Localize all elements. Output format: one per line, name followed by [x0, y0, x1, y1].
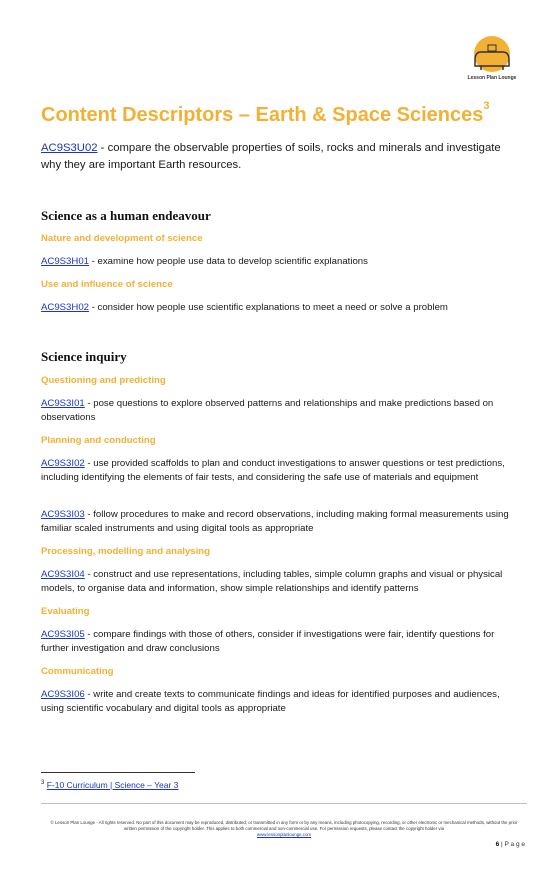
subheading-nature-development: Nature and development of science — [41, 233, 203, 244]
descriptor-code-link[interactable]: AC9S3I01 — [41, 398, 85, 409]
descriptor-item: AC9S3H02 - consider how people use scientific explanations to meet a need or solve a problem — [41, 302, 448, 313]
descriptor-code-link[interactable]: AC9S3I06 — [41, 689, 85, 700]
page-number: 6 | P a g e — [495, 841, 525, 848]
subheading-communicating: Communicating — [41, 666, 114, 677]
descriptor-item: AC9S3I05 - compare findings with those of others, consider if investigations were fair, identify questions for further investigation and draw conclusions — [41, 629, 495, 654]
subheading-evaluating: Evaluating — [41, 606, 90, 617]
descriptor-item: AC9S3H01 - examine how people use data to develop scientific explanations — [41, 256, 368, 267]
title-footnote-ref[interactable]: 3 — [483, 100, 490, 112]
descriptor-item: AC9S3I04 - construct and use representations, including tables, simple column graphs and visual or physical models, to organise data and information, show simple relationships and identify patterns — [41, 569, 503, 594]
descriptor-item: AC9S3I03 - follow procedures to make and record observations, including making formal measurements using familiar scaled instruments and using digital tools as appropriate — [41, 509, 509, 534]
footer-divider — [41, 803, 527, 804]
intro-descriptor — [41, 140, 501, 174]
descriptor-code-link[interactable]: AC9S3H01 — [41, 256, 89, 267]
footnote — [41, 780, 178, 790]
section-heading-science-inquiry: Science inquiry — [41, 349, 127, 364]
subheading-use-influence: Use and influence of science — [41, 279, 173, 290]
logo-text: Lesson Plan Lounge — [467, 75, 517, 81]
website-link[interactable]: www.lessonplanlounge.com — [256, 832, 312, 837]
descriptor-item: AC9S3I02 - use provided scaffolds to plan and conduct investigations to answer questions or test predictions, including identifying the elements of fair tests, and considering the safe use of materials and equipment — [41, 458, 505, 483]
copyright-notice: © Lesson Plan Lounge - All rights reserved. No part of this document may be reproduced, distributed, or transmitted in any form or by any means, including photocopying, recording, or other electronic or mechanical methods, without the prior written permission of the copyright holder. This applies to both commercial and non-commercial use. For permission requests, please contact the copyright holder via www.lessonplanlounge.com — [50, 820, 518, 837]
page-title: Content Descriptors – Earth & Space Sciences$^3$ — [41, 100, 490, 126]
descriptor-code-link[interactable]: AC9S3I02 — [41, 458, 85, 469]
footnote-divider — [41, 772, 195, 773]
descriptor-code-link[interactable]: AC9S3U02 — [41, 142, 98, 154]
section-heading-human-endeavour: Science as a human endeavour — [41, 208, 211, 223]
descriptor-code-link[interactable]: AC9S3I03 — [41, 509, 85, 520]
subheading-questioning-predicting: Questioning and predicting — [41, 375, 166, 386]
footnote-number: 3 — [41, 780, 45, 786]
descriptor-code-link[interactable]: AC9S3I05 — [41, 629, 85, 640]
descriptor-text: - compare the observable properties of soils, rocks and minerals and investigate why they are important Earth resources. — [41, 142, 501, 171]
descriptor-item: AC9S3I01 - pose questions to explore observed patterns and relationships and make predictions based on observations — [41, 398, 494, 423]
footnote-link[interactable]: F-10 Curriculum | Science – Year 3 — [46, 780, 179, 790]
descriptor-item: AC9S3I06 - write and create texts to communicate findings and ideas for identified purposes and audiences, using scientific vocabulary and digital tools as appropriate — [41, 689, 500, 714]
subheading-planning-conducting: Planning and conducting — [41, 435, 156, 446]
subheading-processing-modelling: Processing, modelling and analysing — [41, 546, 210, 557]
descriptor-code-link[interactable]: AC9S3H02 — [41, 302, 89, 313]
descriptor-code-link[interactable]: AC9S3I04 — [41, 569, 85, 580]
